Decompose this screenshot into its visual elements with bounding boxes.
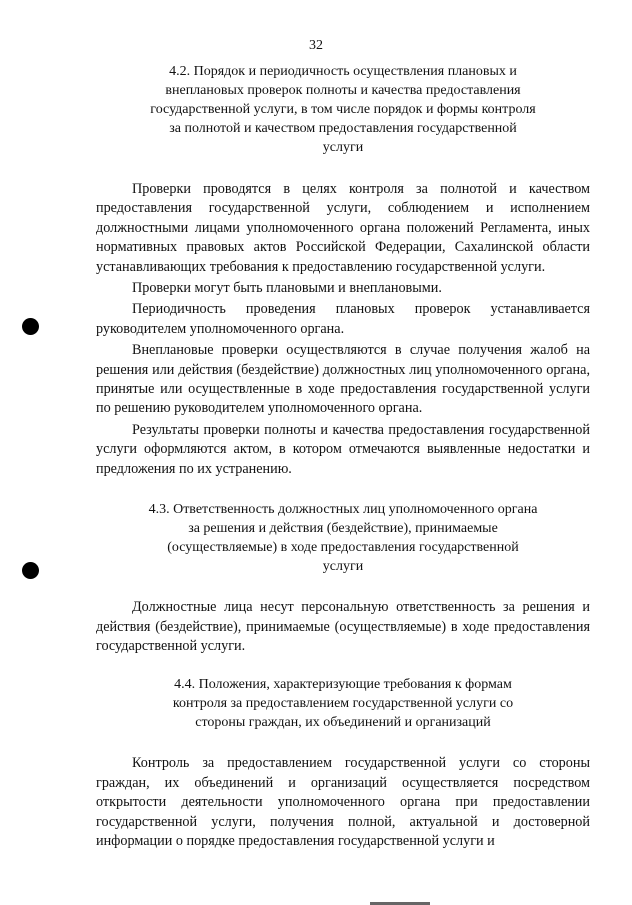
paragraph: Результаты проверки полноты и качества предоставления государственной услуги оформляются актом, в котором отмечаются выявленные недостатки и предложения по их устранению.: [96, 421, 590, 477]
document-body: [96, 62, 590, 851]
paragraph: Должностные лица несут персональную ответственность за решения и действия (бездействие), принимаемые (осуществляемые) в ходе предоставления государственной услуги.: [96, 599, 590, 654]
punch-hole-mark: [22, 562, 39, 579]
section-heading-4-2: 4.2. Порядок и периодичность осуществления плановых и внеплановых проверок полноты и качества предоставления государственной услуги, в том числе порядок и формы контроля за полнотой и качеством предоставления государственной услуги: [150, 64, 536, 155]
section-heading-4-4: 4.4. Положения, характеризующие требования к формам контроля за предоставлением государственной услуги со стороны граждан, их объединений и организаций: [172, 677, 514, 731]
paragraph: Контроль за предоставлением государственной услуги со стороны граждан, их объединений и организаций осуществляется посредством открытости деятельности уполномоченного органа при предоставлении государственной услуги, получения полной, актуальной и достоверной информации о порядке предоставления государственной услуги и: [96, 755, 590, 849]
section-heading-4-3: 4.3. Ответственность должностных лиц уполномоченного органа за решения и действия (бездействие), принимаемые (осуществляемые) в ходе предоставления государственной услуги: [148, 502, 538, 575]
paragraph: Проверки могут быть плановыми и внеплановыми.: [132, 280, 442, 297]
paragraph: Проверки проводятся в целях контроля за полнотой и качеством предоставления государственной услуги, соблюдением и исполнением должностными лицами уполномоченного органа положений Регламента, иных нормативных правовых актов Российской Федерации, Сахалинской области устанавливающих требования к предоставлению государственной услуги.: [96, 181, 590, 275]
paragraph: Периодичность проведения плановых проверок устанавливается руководителем уполномоченного органа.: [96, 301, 590, 337]
paragraph: Внеплановые проверки осуществляются в случае получения жалоб на решения или действия (бездействие) должностных лиц уполномоченного органа, принятые или осуществленные в ходе предоставления государственной услуги по решению руководителем уполномоченного органа.: [96, 342, 590, 417]
page-number: 32: [309, 38, 323, 53]
punch-hole-mark: [22, 318, 39, 335]
